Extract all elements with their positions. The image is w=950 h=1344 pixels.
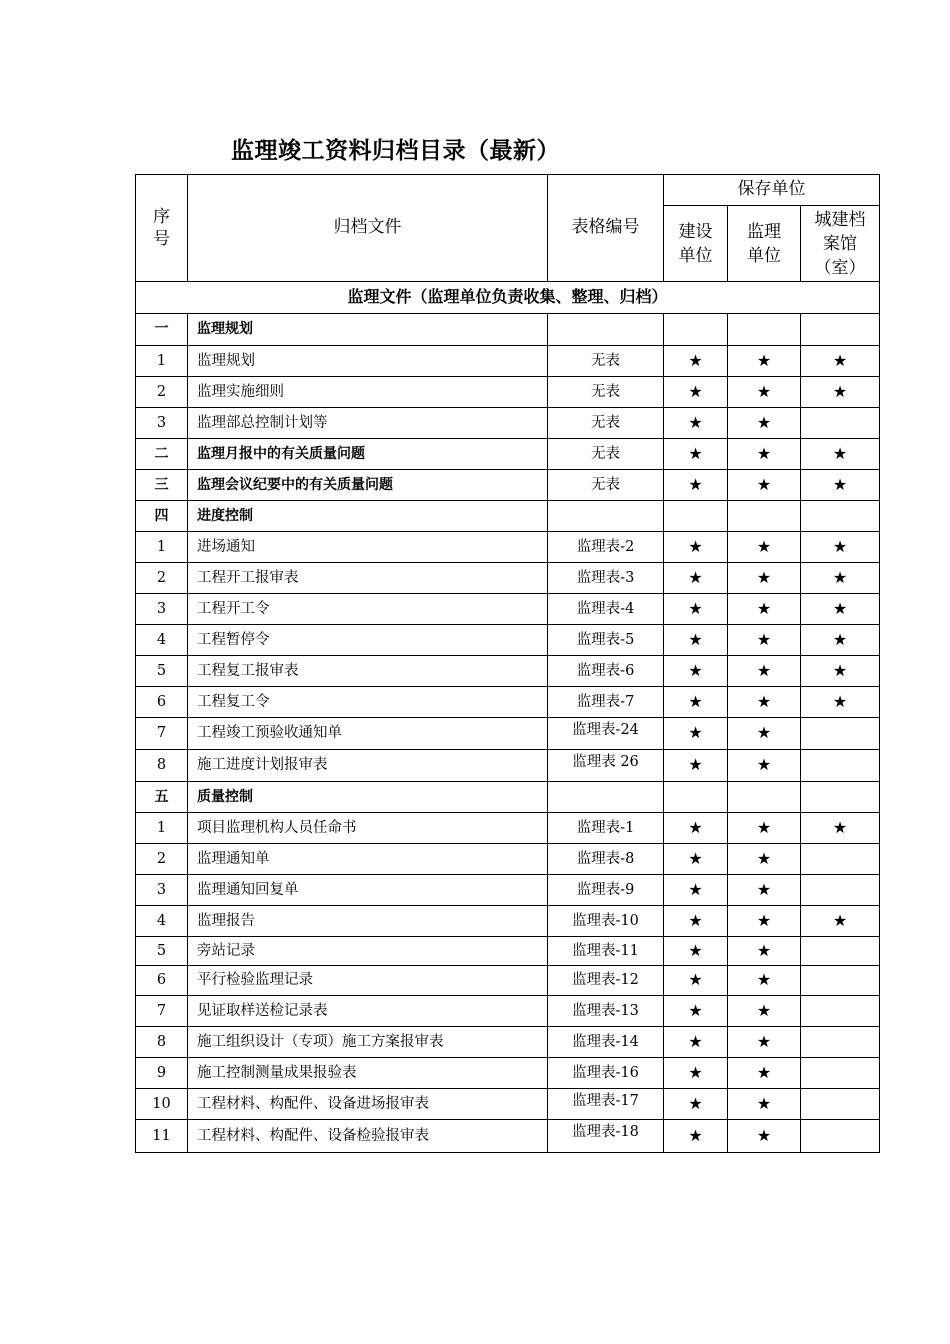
keep-owner-cell — [664, 439, 728, 470]
row-form-code: 监理表-2 — [548, 532, 664, 563]
row-file-name: 工程开工令 — [188, 594, 548, 625]
row-seq: 7 — [136, 996, 188, 1027]
star-icon: ★ — [688, 1031, 703, 1051]
row-form-code: 监理表-1 — [548, 813, 664, 844]
table-row — [136, 813, 880, 844]
keep-archive-cell — [801, 501, 880, 532]
keep-supervisor-cell — [728, 563, 801, 594]
keep-owner-cell — [664, 813, 728, 844]
keep-owner-cell — [664, 408, 728, 439]
row-seq: 6 — [136, 966, 188, 996]
row-file-name: 监理会议纪要中的有关质量问题 — [188, 470, 548, 501]
keep-archive-cell — [801, 625, 880, 656]
keep-supervisor-cell — [728, 439, 801, 470]
row-seq: 4 — [136, 625, 188, 656]
table-row — [136, 687, 880, 718]
row-form-code: 监理表-4 — [548, 594, 664, 625]
row-seq: 11 — [136, 1120, 188, 1153]
star-icon: ★ — [688, 1062, 703, 1082]
row-form-code: 监理表-13 — [548, 996, 664, 1027]
row-seq: 3 — [136, 594, 188, 625]
row-file-name: 施工进度计划报审表 — [188, 750, 548, 782]
star-icon: ★ — [756, 660, 772, 680]
keep-archive-cell — [801, 563, 880, 594]
row-seq: 2 — [136, 377, 188, 408]
table-row — [136, 1089, 880, 1120]
page-title: 监理竣工资料归档目录（最新） — [231, 138, 560, 164]
keep-supervisor-cell — [728, 346, 801, 377]
section-banner: 监理文件（监理单位负责收集、整理、归档） — [136, 282, 880, 314]
header-supervisor — [728, 206, 801, 282]
keep-supervisor-cell — [728, 996, 801, 1027]
table-row — [136, 750, 880, 782]
keep-owner-cell — [664, 782, 728, 813]
row-seq: 二 — [136, 439, 188, 470]
keep-supervisor-cell — [728, 594, 801, 625]
star-icon: ★ — [756, 412, 772, 432]
row-file-name: 工程竣工预验收通知单 — [188, 718, 548, 750]
keep-archive-cell — [801, 937, 880, 966]
header-seq — [136, 175, 188, 282]
row-seq: 1 — [136, 532, 188, 563]
header-archive-text: 城建档案馆（室） — [814, 209, 866, 278]
star-icon: ★ — [832, 536, 848, 556]
row-seq: 9 — [136, 1058, 188, 1089]
keep-archive-cell — [801, 594, 880, 625]
row-file-name: 工程暂停令 — [188, 625, 548, 656]
table-row — [136, 906, 880, 937]
row-seq: 5 — [136, 656, 188, 687]
keep-archive-cell — [801, 346, 880, 377]
star-icon: ★ — [832, 567, 848, 587]
keep-supervisor-cell — [728, 1120, 801, 1153]
keep-supervisor-cell — [728, 966, 801, 996]
row-file-name: 施工控制测量成果报验表 — [188, 1058, 548, 1089]
keep-supervisor-cell — [728, 1027, 801, 1058]
star-icon: ★ — [832, 350, 848, 370]
row-file-name: 监理报告 — [188, 906, 548, 937]
row-form-code: 监理表-18 — [548, 1120, 664, 1153]
table-row — [136, 996, 880, 1027]
star-icon: ★ — [756, 629, 772, 649]
banner-row — [136, 282, 880, 314]
keep-supervisor-cell — [728, 875, 801, 906]
row-form-code — [548, 314, 664, 346]
table-row — [136, 1120, 880, 1153]
keep-owner-cell — [664, 1120, 728, 1153]
keep-supervisor-cell — [728, 1058, 801, 1089]
row-form-code: 监理表-16 — [548, 1058, 664, 1089]
star-icon: ★ — [688, 1125, 703, 1145]
row-file-name: 项目监理机构人员任命书 — [188, 813, 548, 844]
row-form-code: 监理表-10 — [548, 906, 664, 937]
row-form-code: 监理表-7 — [548, 687, 664, 718]
keep-owner-cell — [664, 1089, 728, 1120]
keep-supervisor-cell — [728, 750, 801, 782]
row-form-code — [548, 782, 664, 813]
star-icon: ★ — [688, 443, 703, 463]
row-form-code: 无表 — [548, 439, 664, 470]
section-row — [136, 439, 880, 470]
star-icon: ★ — [756, 474, 772, 494]
star-icon: ★ — [832, 660, 848, 680]
star-icon: ★ — [688, 1093, 703, 1113]
star-icon: ★ — [688, 940, 703, 960]
header-form-no: 表格编号 — [548, 175, 664, 282]
row-seq: 三 — [136, 470, 188, 501]
header-owner — [664, 206, 728, 282]
star-icon: ★ — [756, 536, 772, 556]
star-icon: ★ — [832, 629, 848, 649]
keep-archive-cell — [801, 875, 880, 906]
star-icon: ★ — [688, 1000, 703, 1020]
table-row — [136, 594, 880, 625]
row-file-name: 进度控制 — [188, 501, 548, 532]
keep-archive-cell — [801, 532, 880, 563]
row-form-code: 无表 — [548, 346, 664, 377]
keep-owner-cell — [664, 563, 728, 594]
row-file-name: 进场通知 — [188, 532, 548, 563]
table-row — [136, 346, 880, 377]
star-icon: ★ — [688, 381, 703, 401]
keep-owner-cell — [664, 687, 728, 718]
star-icon: ★ — [756, 598, 772, 618]
row-seq: 五 — [136, 782, 188, 813]
row-file-name: 质量控制 — [188, 782, 548, 813]
row-form-code: 监理表-9 — [548, 875, 664, 906]
table-row — [136, 532, 880, 563]
table-row — [136, 937, 880, 966]
row-form-code: 监理表-24 — [548, 718, 664, 750]
star-icon: ★ — [756, 350, 772, 370]
star-icon: ★ — [756, 1031, 772, 1051]
keep-owner-cell — [664, 937, 728, 966]
keep-owner-cell — [664, 594, 728, 625]
row-file-name: 监理实施细则 — [188, 377, 548, 408]
table-row — [136, 1027, 880, 1058]
row-seq: 10 — [136, 1089, 188, 1120]
keep-owner-cell — [664, 966, 728, 996]
star-icon: ★ — [756, 970, 772, 990]
keep-supervisor-cell — [728, 687, 801, 718]
star-icon: ★ — [756, 1000, 772, 1020]
table-row — [136, 966, 880, 996]
keep-archive-cell — [801, 470, 880, 501]
keep-archive-cell — [801, 1120, 880, 1153]
row-form-code — [548, 501, 664, 532]
keep-supervisor-cell — [728, 906, 801, 937]
keep-supervisor-cell — [728, 782, 801, 813]
keep-owner-cell — [664, 750, 728, 782]
table-row — [136, 656, 880, 687]
keep-owner-cell — [664, 996, 728, 1027]
keep-supervisor-cell — [728, 625, 801, 656]
row-form-code: 无表 — [548, 408, 664, 439]
keep-supervisor-cell — [728, 937, 801, 966]
row-file-name: 工程开工报审表 — [188, 563, 548, 594]
star-icon: ★ — [756, 691, 772, 711]
row-seq: 8 — [136, 750, 188, 782]
row-seq: 2 — [136, 844, 188, 875]
keep-owner-cell — [664, 844, 728, 875]
header-supervisor-text: 监理单位 — [747, 221, 781, 266]
keep-archive-cell — [801, 750, 880, 782]
row-file-name: 见证取样送检记录表 — [188, 996, 548, 1027]
star-icon: ★ — [688, 629, 703, 649]
star-icon: ★ — [688, 567, 703, 587]
keep-supervisor-cell — [728, 501, 801, 532]
keep-supervisor-cell — [728, 1089, 801, 1120]
section-row — [136, 470, 880, 501]
table-row — [136, 408, 880, 439]
table-row — [136, 718, 880, 750]
star-icon: ★ — [756, 723, 772, 743]
keep-supervisor-cell — [728, 314, 801, 346]
keep-owner-cell — [664, 1058, 728, 1089]
row-seq: 3 — [136, 875, 188, 906]
keep-supervisor-cell — [728, 377, 801, 408]
header-owner-text: 建设单位 — [678, 221, 713, 266]
keep-archive-cell — [801, 656, 880, 687]
keep-owner-cell — [664, 875, 728, 906]
star-icon: ★ — [688, 879, 703, 899]
row-seq: 4 — [136, 906, 188, 937]
keep-archive-cell — [801, 996, 880, 1027]
keep-archive-cell — [801, 1089, 880, 1120]
row-form-code: 无表 — [548, 470, 664, 501]
row-form-code: 监理表-17 — [548, 1089, 664, 1120]
keep-supervisor-cell — [728, 408, 801, 439]
keep-supervisor-cell — [728, 844, 801, 875]
keep-owner-cell — [664, 346, 728, 377]
table-row — [136, 1058, 880, 1089]
star-icon: ★ — [756, 879, 772, 899]
star-icon: ★ — [756, 910, 772, 930]
section-row — [136, 782, 880, 813]
table-row — [136, 563, 880, 594]
row-form-code: 监理表-6 — [548, 656, 664, 687]
star-icon: ★ — [756, 1125, 772, 1145]
row-seq: 四 — [136, 501, 188, 532]
keep-archive-cell — [801, 377, 880, 408]
keep-owner-cell — [664, 377, 728, 408]
row-file-name: 监理通知回复单 — [188, 875, 548, 906]
section-row — [136, 314, 880, 346]
table-row — [136, 377, 880, 408]
keep-owner-cell — [664, 625, 728, 656]
row-file-name: 监理部总控制计划等 — [188, 408, 548, 439]
star-icon: ★ — [688, 910, 703, 930]
row-form-code: 监理表-14 — [548, 1027, 664, 1058]
row-file-name: 工程材料、构配件、设备进场报审表 — [188, 1089, 548, 1120]
table-row — [136, 844, 880, 875]
row-form-code: 监理表-12 — [548, 966, 664, 996]
row-file-name: 工程材料、构配件、设备检验报审表 — [188, 1120, 548, 1153]
keep-supervisor-cell — [728, 532, 801, 563]
keep-archive-cell — [801, 1058, 880, 1089]
star-icon: ★ — [756, 848, 772, 868]
star-icon: ★ — [688, 474, 703, 494]
star-icon: ★ — [756, 567, 772, 587]
star-icon: ★ — [688, 848, 703, 868]
row-seq: 一 — [136, 314, 188, 346]
star-icon: ★ — [832, 691, 848, 711]
star-icon: ★ — [688, 598, 703, 618]
keep-archive-cell — [801, 1027, 880, 1058]
row-file-name: 旁站记录 — [188, 937, 548, 966]
keep-archive-cell — [801, 718, 880, 750]
keep-supervisor-cell — [728, 718, 801, 750]
keep-owner-cell — [664, 718, 728, 750]
header-row-1 — [136, 175, 880, 206]
row-form-code: 监理表-8 — [548, 844, 664, 875]
row-file-name: 工程复工报审表 — [188, 656, 548, 687]
row-file-name: 监理规划 — [188, 314, 548, 346]
keep-archive-cell — [801, 687, 880, 718]
row-form-code: 监理表-11 — [548, 937, 664, 966]
header-file: 归档文件 — [188, 175, 548, 282]
row-file-name: 监理通知单 — [188, 844, 548, 875]
star-icon: ★ — [688, 755, 703, 775]
star-icon: ★ — [832, 443, 848, 463]
keep-archive-cell — [801, 439, 880, 470]
row-file-name: 工程复工令 — [188, 687, 548, 718]
star-icon: ★ — [688, 412, 703, 432]
star-icon: ★ — [688, 691, 703, 711]
archive-directory-table — [135, 174, 880, 1153]
keep-owner-cell — [664, 906, 728, 937]
keep-owner-cell — [664, 314, 728, 346]
header-seq-text: 序号 — [153, 206, 170, 249]
star-icon: ★ — [688, 723, 703, 743]
keep-archive-cell — [801, 966, 880, 996]
star-icon: ★ — [756, 443, 772, 463]
row-seq: 5 — [136, 937, 188, 966]
keep-owner-cell — [664, 470, 728, 501]
star-icon: ★ — [832, 474, 848, 494]
star-icon: ★ — [832, 598, 848, 618]
row-seq: 7 — [136, 718, 188, 750]
section-row — [136, 501, 880, 532]
table-row — [136, 625, 880, 656]
row-seq: 6 — [136, 687, 188, 718]
header-keep-unit: 保存单位 — [664, 175, 880, 206]
star-icon: ★ — [832, 910, 848, 930]
header-archive — [801, 206, 880, 282]
keep-supervisor-cell — [728, 470, 801, 501]
keep-owner-cell — [664, 532, 728, 563]
keep-archive-cell — [801, 906, 880, 937]
star-icon: ★ — [688, 817, 703, 837]
row-seq: 1 — [136, 346, 188, 377]
keep-owner-cell — [664, 501, 728, 532]
star-icon: ★ — [688, 970, 703, 990]
star-icon: ★ — [756, 817, 772, 837]
row-seq: 3 — [136, 408, 188, 439]
row-file-name: 监理月报中的有关质量问题 — [188, 439, 548, 470]
star-icon: ★ — [756, 940, 772, 960]
row-seq: 2 — [136, 563, 188, 594]
table-row — [136, 875, 880, 906]
table-body — [136, 175, 880, 1153]
keep-archive-cell — [801, 782, 880, 813]
star-icon: ★ — [756, 1093, 772, 1113]
star-icon: ★ — [688, 350, 703, 370]
keep-archive-cell — [801, 813, 880, 844]
star-icon: ★ — [832, 817, 848, 837]
row-file-name: 平行检验监理记录 — [188, 966, 548, 996]
row-seq: 8 — [136, 1027, 188, 1058]
keep-owner-cell — [664, 656, 728, 687]
star-icon: ★ — [756, 1062, 772, 1082]
keep-supervisor-cell — [728, 656, 801, 687]
star-icon: ★ — [688, 536, 703, 556]
row-form-code: 监理表 26 — [548, 750, 664, 782]
row-file-name: 施工组织设计（专项）施工方案报审表 — [188, 1027, 548, 1058]
keep-archive-cell — [801, 314, 880, 346]
star-icon: ★ — [756, 755, 772, 775]
row-form-code: 无表 — [548, 377, 664, 408]
keep-owner-cell — [664, 1027, 728, 1058]
star-icon: ★ — [688, 660, 703, 680]
star-icon: ★ — [756, 381, 772, 401]
row-file-name: 监理规划 — [188, 346, 548, 377]
row-seq: 1 — [136, 813, 188, 844]
keep-supervisor-cell — [728, 813, 801, 844]
keep-archive-cell — [801, 408, 880, 439]
row-form-code: 监理表-3 — [548, 563, 664, 594]
star-icon: ★ — [832, 381, 848, 401]
keep-archive-cell — [801, 844, 880, 875]
row-form-code: 监理表-5 — [548, 625, 664, 656]
